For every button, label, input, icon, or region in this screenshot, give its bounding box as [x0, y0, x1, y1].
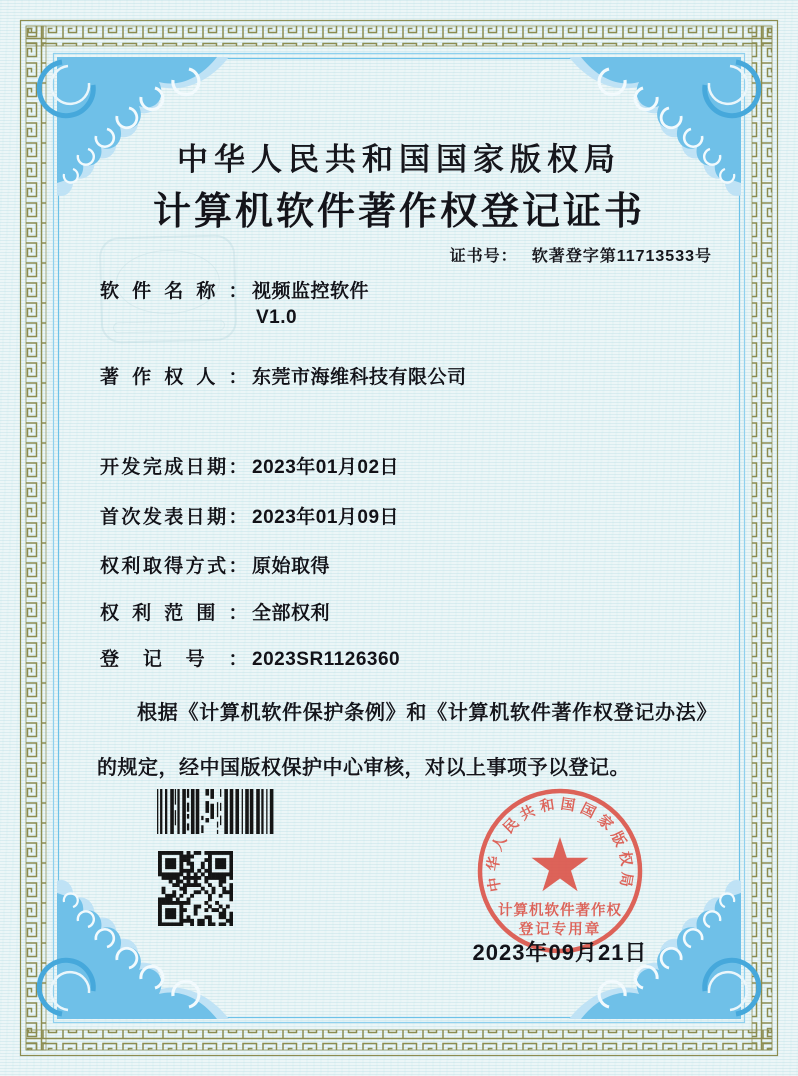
certificate-number [450, 243, 712, 266]
field-right-acquisition [100, 551, 330, 578]
field-label: 软件名称： [100, 281, 248, 302]
field-value: 2023年01月02日 [252, 457, 400, 478]
seal-ring-text: 中华人民共和国国家版权局 [485, 796, 635, 893]
field-label: 登记号： [100, 649, 248, 670]
star-icon [532, 837, 589, 891]
field-first-publish-date [100, 502, 399, 529]
field-value: 东莞市海维科技有限公司 [252, 367, 467, 388]
field-label: 权利范围： [100, 603, 248, 624]
barcode-image [157, 789, 277, 834]
field-right-scope [100, 598, 330, 625]
certificate-number-label: 证书号： [449, 248, 518, 265]
field-label: 首次发表日期： [100, 507, 248, 528]
field-software-name [100, 276, 369, 303]
field-value: 2023SR1126360 [252, 649, 401, 670]
issue-date: 2023年09月21日 [472, 940, 648, 965]
field-value: V1.0 [256, 307, 298, 328]
embossed-watermark-base [113, 320, 225, 334]
seal-text-line1: 计算机软件著作权 [498, 903, 622, 919]
field-value: 视频监控软件 [252, 281, 370, 302]
certificate-number-value: 软著登字第11713533号 [531, 248, 712, 265]
field-registration-number [100, 644, 400, 671]
field-label: 开发完成日期： [100, 457, 248, 478]
seal-text-line2: 登记专用章 [518, 922, 602, 938]
field-label: 权利取得方式： [100, 556, 248, 577]
field-value: 全部权利 [252, 603, 331, 624]
field-dev-complete-date [100, 452, 399, 479]
field-value: 原始取得 [252, 556, 331, 577]
issuing-authority: 中华人民共和国国家版权局 [177, 142, 621, 177]
registration-statement: 根据《计算机软件保护条例》和《计算机软件著作权登记办法》的规定，经中国版权保护中心审核，对以上事项予以登记。 [97, 702, 707, 779]
field-copyright-owner [100, 362, 467, 389]
field-software-version [252, 307, 297, 329]
field-label: 著作权人： [100, 367, 248, 388]
field-value: 2023年01月09日 [252, 507, 400, 528]
certificate-title: 计算机软件著作权登记证书 [152, 191, 645, 233]
qr-code-image [158, 851, 233, 926]
